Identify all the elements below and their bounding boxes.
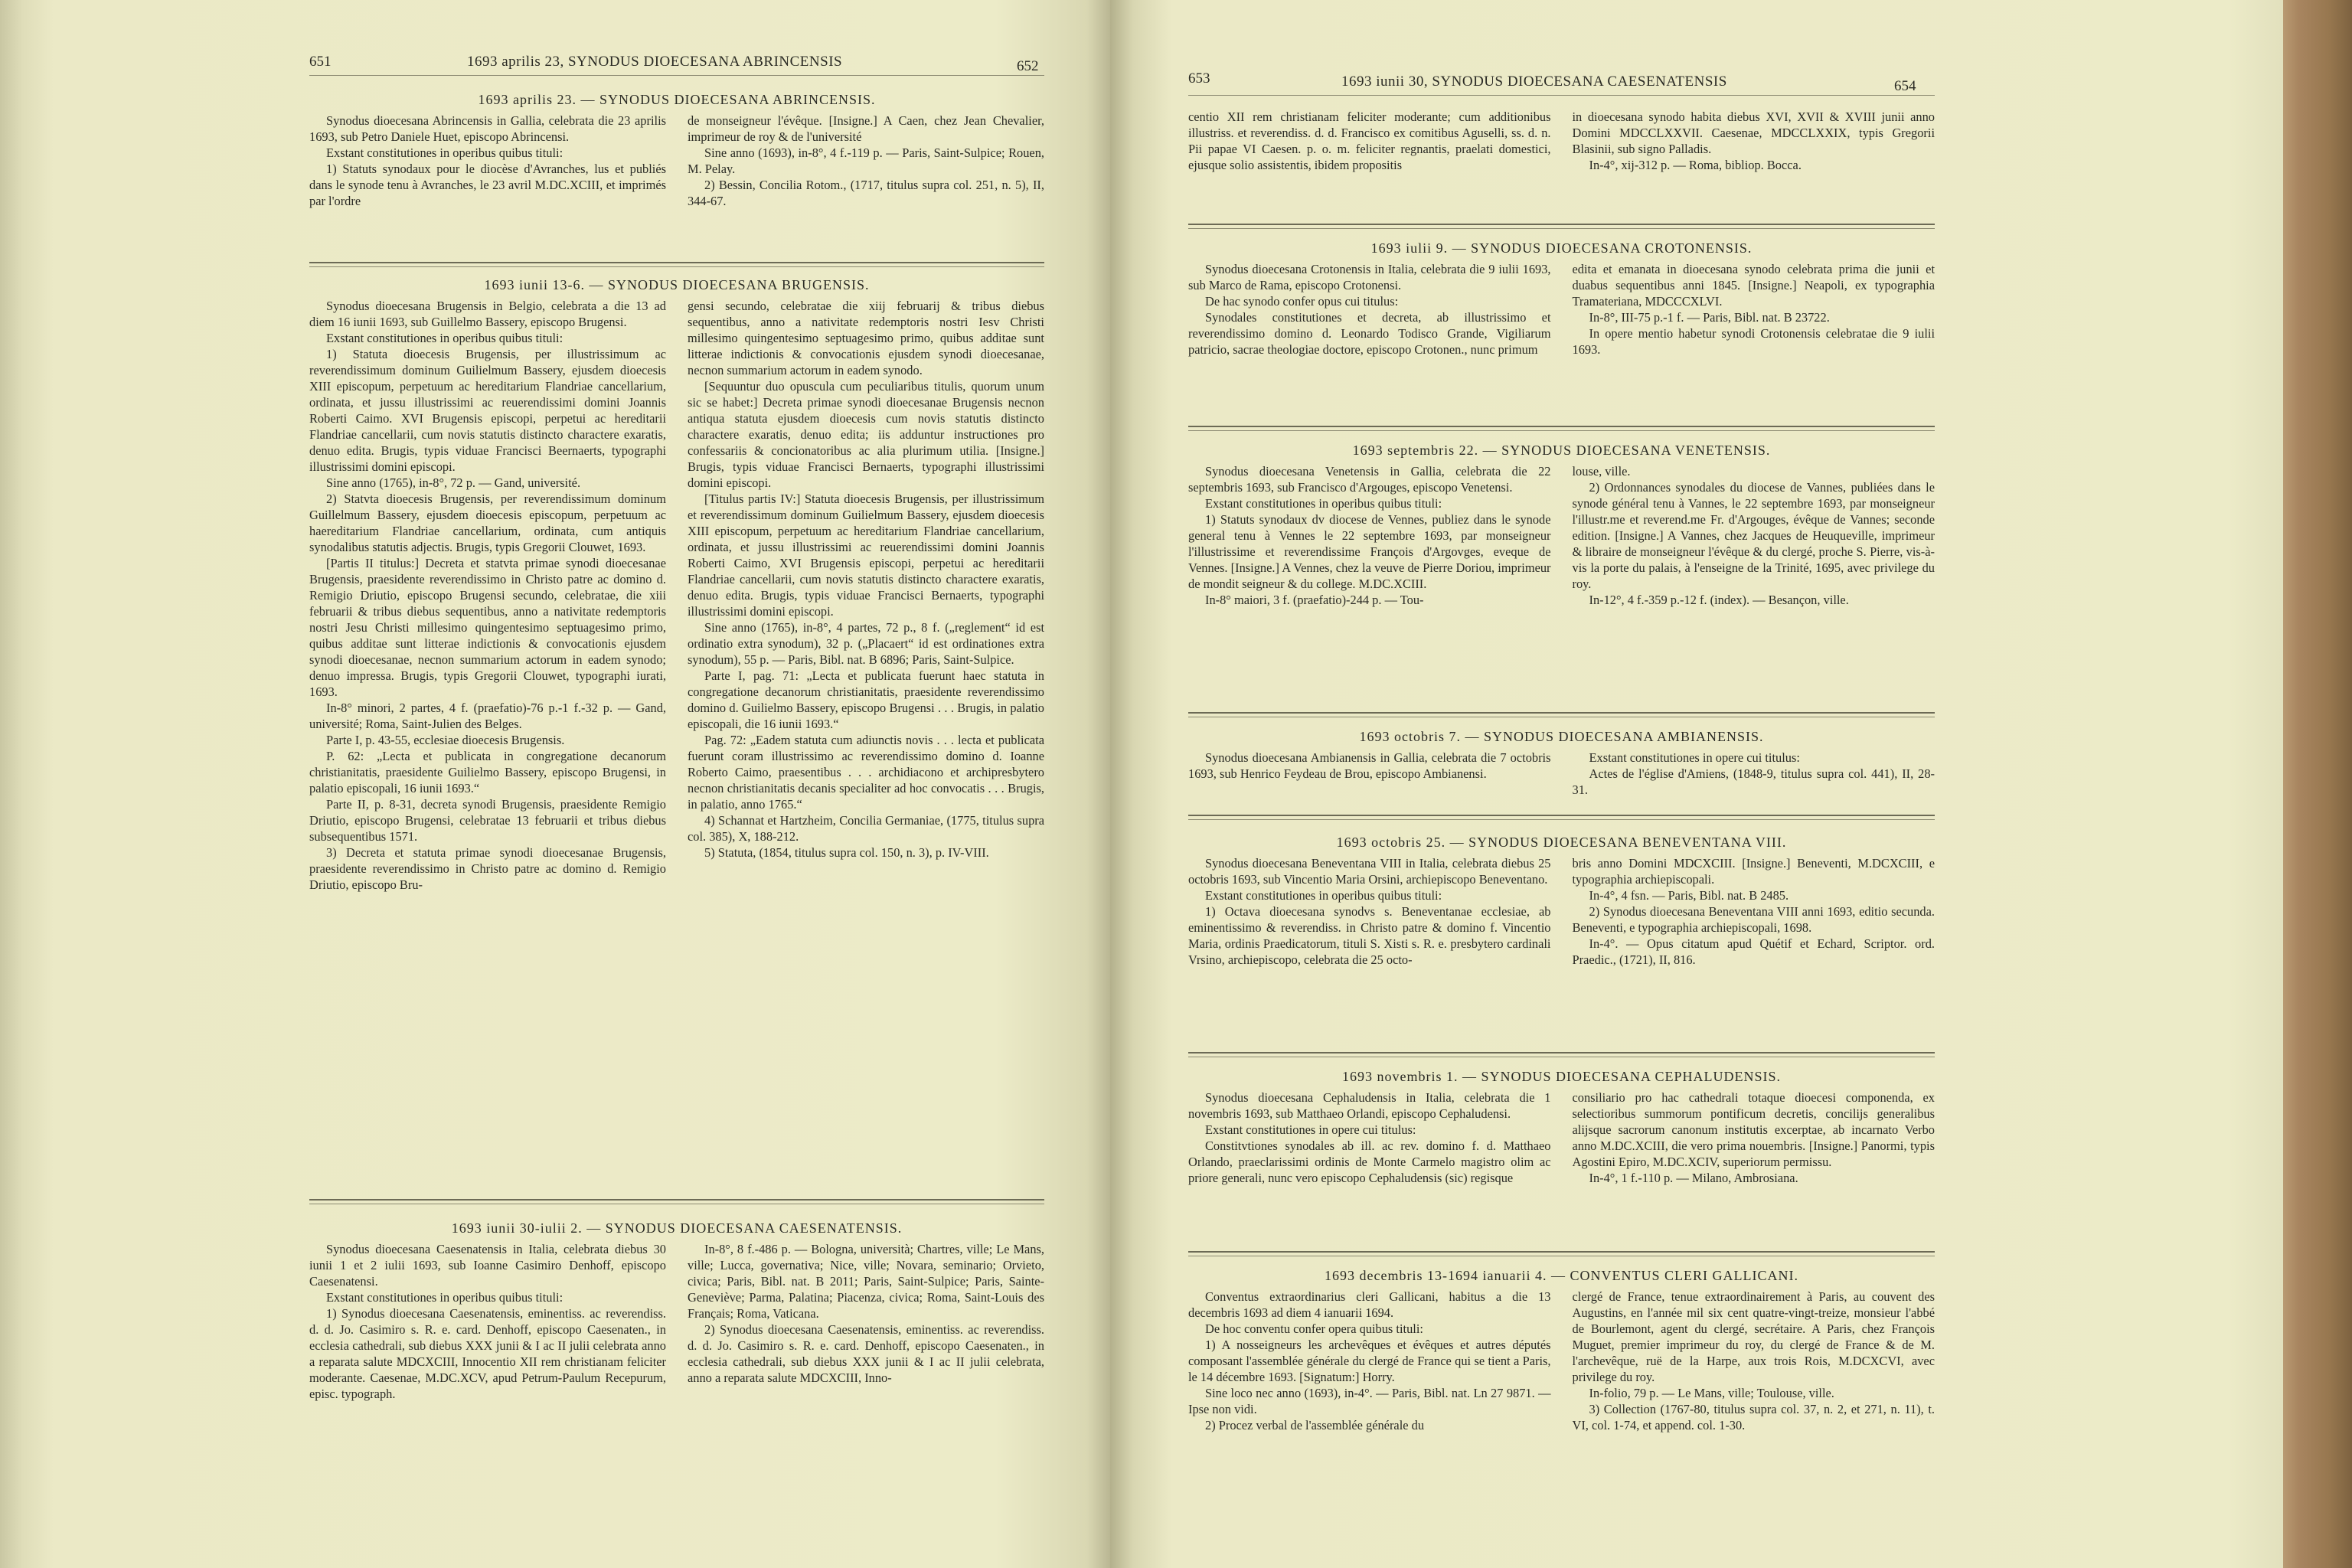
paragraph: In-8°, 8 f.-486 p. — Bologna, università; Chartres, ville; Le Mans, ville; Lucca, governativa; Nice, ville; Novara, seminario; Orvieto, civica; Paris, Bibl. nat. B 2011; Paris, Saint-Sulpice; Paris, Sainte-Geneviève; Parma, Palatina; Piacenza, civica; Roma, Saint-Louis des Français; Roma, Vaticana.: [688, 1242, 1044, 1321]
column-left: [1188, 750, 1551, 798]
section-title: 1693 aprilis 23. — SYNODUS DIOECESANA ABRINCENSIS.: [478, 92, 876, 107]
column-right: [1573, 261, 1936, 358]
section-divider: [1188, 1251, 1935, 1253]
paragraph: Constitvtiones synodales ab ill. ac rev. domino f. d. Matthaeo Orlando, praeclarissimi ordinis de Monte Carmelo magistro olim ac priore generali, nunc vero episcopo Cephaludensis (sic) regisque: [1188, 1138, 1551, 1185]
column-right: [1573, 855, 1936, 968]
paragraph: De hoc conventu confer opera quibus tituli:: [1205, 1321, 1423, 1336]
paragraph: De hac synodo confer opus cui titulus:: [1205, 294, 1399, 309]
section-venetensis: [1188, 443, 1935, 608]
paragraph: 3) Collection (1767-80, titulus supra col. 37, n. 2, et 271, n. 11), t. VI, col. 1-74, et append. col. 1-30.: [1572, 1402, 1935, 1432]
paragraph: 1) Statuts synodaux dv diocese de Vennes, publiez dans le synode general tenu à Vennes le 22 septembre 1693, par monseigneur l'illustrissime et reverendissime François d'Argovges, eveque de Vennes. [Insigne.] A Vennes, chez la veuve de Pierre Doriou, imprimeur de mondit seigneur & du college. M.DC.XCIII.: [1188, 512, 1551, 591]
column-right: [1573, 463, 1936, 608]
section-divider: [1188, 426, 1935, 427]
paragraph: Parte I, pag. 71: „Lecta et publicata fuerunt haec statuta in congregatione decanorum christianitatis, praesidente reverendissimo domino d. Guilielmo Bassery, episcopo Brugensi . . . Brugis, in palatio episcopali, die 16 iunii 1693.“: [688, 668, 1044, 731]
paragraph: 2) Synodus dioecesana Caesenatensis, eminentiss. ac reverendiss. d. d. Jo. Casimiro s. R. e. card. Denhoff, episcopo Caesenaten., in ecclesia cathedrali, sub diebus XXX junii & I ac II julii celebrata, anno a reparata salute MDCXCIII, Inno-: [688, 1322, 1044, 1385]
paragraph: In-8°, III-75 p.-1 f. — Paris, Bibl. nat. B 23722.: [1589, 310, 1830, 325]
paragraph: Synodus dioecesana Beneventana VIII in Italia, celebrata diebus 25 octobris 1693, sub Vincentio Maria Orsini, archiepiscopo Beneventano.: [1188, 856, 1551, 887]
paragraph: Pag. 72: „Eadem statuta cum adiunctis novis . . . lecta et publicata fuerunt coram illustrissimo ac reverendissimo domino d. Ioanne Roberto Caimo, praesentibus . . . archidiacono et archipresbytero necnon christianitatis decanis specialiter ad hoc convocatis . . . Brugis, in palatio, anno 1765.“: [688, 733, 1044, 812]
paragraph: 2) Synodus dioecesana Beneventana VIII anni 1693, editio secunda. Beneventi, e typographia archiepiscopali, 1698.: [1572, 904, 1935, 935]
paragraph: [Titulus partis IV:] Statuta dioecesis Brugensis, per illustrissimum et reverendissimum dominum Guilielmum Bassery, ejusdem dioecesis XIII episcopum, perpetuum ac hereditarium Flandriae cancellarium, ordinata, et jussu illustrissimi ac reuerendissimi domini Joannis Roberti Caimo, XVI Brugensis episcopi, perpetui ac hereditarii Flandriae cancellarii, cum novis statutis distincto charactere exaratis, denuo edita. Brugis, typis viduae Francisci Bernaerts, typographi illustrissimi domini episcopi.: [688, 492, 1044, 619]
paragraph: Synodus dioecesana Venetensis in Gallia, celebrata die 22 septembris 1693, sub Francisco d'Argouges, episcopo Venetensi.: [1188, 464, 1551, 495]
book-cover-edge: [2283, 0, 2352, 1568]
section-ambianensis: [1188, 729, 1935, 798]
section-brugensis: [309, 277, 1044, 893]
paragraph: In-4°, 1 f.-110 p. — Milano, Ambrosiana.: [1589, 1171, 1798, 1185]
column-right: [688, 298, 1044, 893]
paragraph: gensi secundo, celebratae die xiij februarij & tribus diebus sequentibus, anno a nativitate redemptoris nostri Iesv Christi millesimo quingentesimo septuagesimo primo, quibus additae sunt litterae indictionis & convocationis ejusdem synodi dioecesanae, necnon summarium actorum in eadem synodo.: [688, 299, 1044, 377]
column-left: [1188, 1089, 1551, 1186]
paragraph: bris anno Domini MDCXCIII. [Insigne.] Beneventi, M.DCXCIII, e typographia archiepiscopali.: [1572, 856, 1935, 887]
column-left: [309, 1241, 666, 1402]
paragraph: Exstant constitutiones in opere cui titulus:: [1589, 750, 1800, 765]
paragraph: centio XII rem christianam feliciter moderante; cum additionibus illustriss. et reverendiss. d. d. Francisco ex comitibus Aguselli, ss. d. n. Pii papae VI Caesen. p. o. m. feliciter regnantis, praelati domestici, ejusque solio assistentis, ibidem propositis: [1188, 109, 1551, 172]
paragraph: clergé de France, tenue extraordinairement à Paris, au couvent des Augustins, en l'année mil six cent quatre-vingt-treize, monsieur l'abbé de Bourlemont, agent du clergé, secrétaire. A Paris, chez François Muguet, premier imprimeur du roy, du clergé de France & de M. l'archevêque, ruë de la Harpe, aux trois Rois, M.DCXCVI, avec privilege du roy.: [1572, 1289, 1935, 1384]
section-title: 1693 decembris 13-1694 ianuarii 4. — CONVENTUS CLERI GALLICANI.: [1325, 1268, 1798, 1283]
section-divider: [309, 1199, 1044, 1200]
section-caesenatensis: [309, 1220, 1044, 1402]
paragraph: P. 62: „Lecta et publicata in congregatione decanorum christianitatis, praesidente Guilielmo Bassery, episcopo Brugensi, in palatio episcopali, 16 iunii 1693.“: [309, 749, 666, 795]
section-divider: [1188, 224, 1935, 225]
paragraph: Exstant constitutiones in operibus quibus tituli:: [326, 145, 564, 160]
paragraph: Exstant constitutiones in opere cui titulus:: [1205, 1122, 1416, 1137]
column-right: [1573, 109, 1936, 173]
paragraph: Sine anno (1693), in-8°, 4 f.-119 p. — Paris, Saint-Sulpice; Rouen, M. Pelay.: [688, 145, 1044, 176]
section-crotonensis: [1188, 240, 1935, 358]
paragraph: Conventus extraordinarius cleri Gallicani, habitus a die 13 decembris 1693 ad diem 4 ianuarii 1694.: [1188, 1289, 1551, 1320]
paragraph: 1) Octava dioecesana synodvs s. Beneventanae ecclesiae, ab eminentissimo & reverendiss. in Christo patre & domino f. Vincentio Maria, ordinis Praedicatorum, tituli S. Xisti s. R. e. presbytero cardinali Vrsino, archiepiscopo, celebrata die 25 octo-: [1188, 904, 1551, 967]
paragraph: In-8° minori, 2 partes, 4 f. (praefatio)-76 p.-1 f.-32 p. — Gand, université; Roma, Saint-Julien des Belges.: [309, 701, 666, 731]
section-caesenatensis-continued: [1188, 109, 1935, 173]
paragraph: 2) Procez verbal de l'assemblée générale du: [1205, 1418, 1425, 1432]
page-number-652: 652: [1017, 58, 1039, 74]
paragraph: 2) Ordonnances synodales du diocese de Vannes, publiées dans le synode général tenu à Vannes, le 22 septembre 1693, par monseigneur l'illustr.me et reverend.me Fr. d'Argouges, évêque de Vannes; seconde edition. [Insigne.] A Vannes, chez Jacques de Heuqueville, imprimeur & libraire de monseigneur l'évêque & du clergé, proche S. Pierre, vis-à-vis la porte du palais, à l'enseigne de la Trinité, 1695, avec privilege du roy.: [1572, 480, 1935, 591]
section-title: 1693 iulii 9. — SYNODUS DIOECESANA CROTONENSIS.: [1370, 240, 1753, 256]
column-left: [1188, 109, 1551, 173]
paragraph: 5) Statuta, (1854, titulus supra col. 150, n. 3), p. IV-VIII.: [704, 845, 989, 860]
paragraph: In-12°, 4 f.-359 p.-12 f. (index). — Besançon, ville.: [1589, 593, 1849, 607]
paragraph: Sine anno (1765), in-8°, 4 partes, 72 p., 8 f. („reglement“ id est ordinatio extra synodum), 32 p. („Placaert“ id est ordinationes extra synodum), 55 p. — Paris, Bibl. nat. B 6896; Paris, Saint-Sulpice.: [688, 620, 1044, 667]
section-title: 1693 octobris 25. — SYNODUS DIOECESANA BENEVENTANA VIII.: [1336, 835, 1787, 850]
paragraph: Synodus dioecesana Brugensis in Belgio, celebrata a die 13 ad diem 16 iunii 1693, sub Guillelmo Bassery, episcopo Brugensi.: [309, 299, 666, 329]
paragraph: Parte II, p. 8-31, decreta synodi Brugensis, praesidente Remigio Driutio, episcopo Brugensi, celebratae 13 februarii et tribus diebus subsequentibus 1571.: [309, 797, 666, 844]
section-title: 1693 iunii 13-6. — SYNODUS DIOECESANA BRUGENSIS.: [484, 277, 870, 292]
column-right: [688, 113, 1044, 209]
head-rule: [1188, 95, 1935, 96]
paragraph: Exstant constitutiones in operibus quibus tituli:: [326, 331, 564, 345]
column-right: [688, 1241, 1044, 1402]
section-title: 1693 septembris 22. — SYNODUS DIOECESANA VENETENSIS.: [1352, 443, 1771, 458]
paragraph: Synodales constitutiones et decreta, ab illustrissimo et reverendissimo domino d. Leonardo Todisco Grande, Vigiliarum patricio, sacrae theologiae doctore, episcopo Crotonen., nunc primum: [1188, 310, 1551, 357]
section-divider: [309, 262, 1044, 263]
paragraph: Exstant constitutiones in operibus quibus tituli:: [1205, 888, 1442, 903]
paragraph: Sine loco nec anno (1693), in-4°. — Paris, Bibl. nat. Ln 27 9871. — Ipse non vidi.: [1188, 1386, 1551, 1416]
section-divider: [1188, 819, 1935, 820]
paragraph: Exstant constitutiones in operibus quibus tituli:: [1205, 496, 1442, 511]
paragraph: louse, ville.: [1572, 464, 1631, 479]
paragraph: 1) Synodus dioecesana Caesenatensis, eminentiss. ac reverendiss. d. d. Jo. Casimiro s. R. e. card. Denhoff, episcopo Caesenaten., in ecclesia cathedrali, sub diebus XXX junii & I ac II julii celebrata anno a reparata salute MDCXCIII, Innocentio XII rem christianam feliciter moderante. Caesenae, M.DC.XCV, apud Petrum-Paulum Recepurum, episc. typograph.: [309, 1306, 666, 1401]
column-left: [309, 113, 666, 209]
paragraph: de monseigneur l'évêque. [Insigne.] A Caen, chez Jean Chevalier, imprimeur de roy & de l'université: [688, 113, 1044, 144]
paragraph: in dioecesana synodo habita diebus XVI, XVII & XVIII junii anno Domini MDCCLXXVII. Caesenae, MDCCLXXIX, typis Gregorii Blasinii, sub signo Palladis.: [1572, 109, 1935, 156]
section-title: 1693 novembris 1. — SYNODUS DIOECESANA CEPHALUDENSIS.: [1341, 1069, 1782, 1084]
page-number-653: 653: [1188, 70, 1210, 87]
paragraph: 1) Statuts synodaux pour le diocèse d'Avranches, lus et publiés dans le synode tenu à Avranches, le 23 avril M.DC.XCIII, et imprimés par l'ordre: [309, 162, 666, 208]
page-number-651: 651: [309, 54, 332, 70]
section-conventus-cleri: [1188, 1268, 1935, 1433]
paragraph: In-4°. — Opus citatum apud Quétif et Echard, Scriptor. ord. Praedic., (1721), II, 816.: [1572, 936, 1935, 967]
paragraph: In-folio, 79 p. — Le Mans, ville; Toulouse, ville.: [1589, 1386, 1834, 1400]
left-page: [0, 0, 1110, 1568]
section-title: 1693 iunii 30-iulii 2. — SYNODUS DIOECESANA CAESENATENSIS.: [451, 1220, 903, 1236]
head-rule: [309, 75, 1044, 76]
section-cephaludensis: [1188, 1069, 1935, 1186]
right-page: [1110, 0, 2283, 1568]
paragraph: consiliario pro hac cathedrali totaque dioecesi componenda, ex selectioribus summorum pontificum decretis, concilijs generalibus alijsque sacrorum canonum institutis excerptae, ab incarnato Verbo anno M.DC.XCIII, die vero prima nouembris. [Insigne.] Panormi, typis Agostini Epiro, M.DC.XCIV, superiorum permissu.: [1572, 1090, 1935, 1169]
section-divider: [1188, 815, 1935, 816]
paragraph: In-4°, 4 fsn. — Paris, Bibl. nat. B 2485.: [1589, 888, 1789, 903]
paragraph: edita et emanata in dioecesana synodo celebrata prima die junii et duabus sequentibus anni 1845. [Insigne.] Neapoli, ex typographia Tramateriana, MDCCCXLVI.: [1572, 262, 1935, 309]
section-divider: [309, 266, 1044, 267]
paragraph: In-8° maiori, 3 f. (praefatio)-244 p. — Tou-: [1205, 593, 1424, 607]
column-right: [1573, 1289, 1936, 1433]
column-left: [309, 298, 666, 893]
paragraph: 1) Statuta dioecesis Brugensis, per illustrissimum ac reverendissimum dominum Guilielmum Bassery, ejusdem dioecesis XIII episcopum, perpetuum ac hereditarium Flandriae cancellarium, ordinata, et jussu illustrissimi ac reuerendissimi domini Joannis Roberti Caimo. XVI Brugensis episcopi, perpetui ac hereditarii Flandriae cancellarii, cum novis statutis distincto charactere exaratis, denuo edita. Brugis, typis viduae Francisci Beernaerts, typographi illustrissimi domini episcopi.: [309, 347, 666, 474]
section-divider: [1188, 712, 1935, 714]
paragraph: Synodus dioecesana Cephaludensis in Italia, celebrata die 1 novembris 1693, sub Matthaeo Orlandi, episcopo Cephaludensi.: [1188, 1090, 1551, 1121]
column-left: [1188, 261, 1551, 358]
column-left: [1188, 463, 1551, 608]
paragraph: 1) A nosseigneurs les archevêques et évêques et autres députés composant l'assemblée générale du clergé de France qui se tient a Paris, le 14 décembre 1693. [Signatum:] Horry.: [1188, 1338, 1551, 1384]
column-left: [1188, 855, 1551, 968]
paragraph: Actes de l'église d'Amiens, (1848-9, titulus supra col. 441), II, 28-31.: [1572, 766, 1935, 797]
section-abrincensis: [309, 92, 1044, 209]
paragraph: Parte I, p. 43-55, ecclesiae dioecesis Brugensis.: [326, 733, 565, 747]
paragraph: [Partis II titulus:] Decreta et statvta primae synodi dioecesanae Brugensis, praesidente reverendissimo in Christo patre ac domino d. Remigio Driutio, episcopo Brugensi secundo, celebratae, die xiii februarii & tribus diebus sequentibus, anno a nativitate redemptoris nostri Jesu Christi millesimo quingentesimo septuagesimo primo, quibus additae sunt litterae indictionis & convocationis ejusdem synodi dioecesanae, necnon summarium actorum in eadem synodo; denuo impressa. Brugis, typis Gregorii Clouwet, typographi iurati, 1693.: [309, 556, 666, 699]
paragraph: 2) Bessin, Concilia Rotom., (1717, titulus supra col. 251, n. 5), II, 344-67.: [688, 178, 1044, 208]
paragraph: In opere mentio habetur synodi Crotonensis celebratae die 9 iulii 1693.: [1572, 326, 1935, 357]
paragraph: Sine anno (1765), in-8°, 72 p. — Gand, université.: [326, 475, 581, 490]
paragraph: In-4°, xij-312 p. — Roma, bibliop. Bocca.: [1589, 158, 1802, 172]
page-number-654: 654: [1894, 78, 1916, 94]
paragraph: 4) Schannat et Hartzheim, Concilia Germaniae, (1775, titulus supra col. 385), X, 188-212.: [688, 813, 1044, 844]
column-left: [1188, 1289, 1551, 1433]
right-running-head: 1693 iunii 30, SYNODUS DIOECESANA CAESENATENSIS: [1341, 74, 1727, 90]
paragraph: 2) Statvta dioecesis Brugensis, per reverendissimum dominum Guillelmum Bassery, ejusdem dioecesis episcopum, perpetuum ac haereditarium Flandriae cancellarium, ordinata, cum antiquis synodalibus statutis adjectis. Brugis, typis Gregorii Clouwet, 1693.: [309, 492, 666, 554]
left-running-head: 1693 aprilis 23, SYNODUS DIOECESANA ABRINCENSIS: [467, 54, 843, 70]
column-right: [1573, 750, 1936, 798]
paragraph: Synodus dioecesana Crotonensis in Italia, celebrata die 9 iulii 1693, sub Marco de Rama, episcopo Crotonensi.: [1188, 262, 1551, 292]
paragraph: Synodus dioecesana Caesenatensis in Italia, celebrata diebus 30 iunii 1 et 2 iulii 1693, sub Ioanne Casimiro Denhoff, episcopo Caesenatensi.: [309, 1242, 666, 1289]
paragraph: Synodus dioecesana Ambianensis in Gallia, celebrata die 7 octobris 1693, sub Henrico Feydeau de Brou, episcopo Ambianensi.: [1188, 750, 1551, 781]
section-beneventana: [1188, 835, 1935, 968]
section-title: 1693 octobris 7. — SYNODUS DIOECESANA AMBIANENSIS.: [1359, 729, 1764, 744]
column-right: [1573, 1089, 1936, 1186]
section-divider: [1188, 228, 1935, 229]
paragraph: [Sequuntur duo opuscula cum peculiaribus titulis, quorum unum sic se habet:] Decreta primae synodi dioecesanae Brugensis necnon antiqua statuta ejusdem dioecesis cum novis statutis distincto charactere exaratis, denuo edita; iis adduntur instructiones pro confessariis & concionatoribus ac alia plurimum utilia. [Insigne.] Brugis, typis viduae Francisci Bernaerts, typographi illustrissimi domini episcopi.: [688, 379, 1044, 490]
section-divider: [1188, 430, 1935, 431]
paragraph: Exstant constitutiones in operibus quibus tituli:: [326, 1290, 564, 1305]
paragraph: Synodus dioecesana Abrincensis in Gallia, celebrata die 23 aprilis 1693, sub Petro Daniele Huet, episcopo Abrincensi.: [309, 113, 666, 144]
paragraph: 3) Decreta et statuta primae synodi dioecesanae Brugensis, praesidente reverendissimo in Christo patre ac domino d. Remigio Driutio, episcopo Bru-: [309, 845, 666, 892]
section-divider: [1188, 1052, 1935, 1054]
